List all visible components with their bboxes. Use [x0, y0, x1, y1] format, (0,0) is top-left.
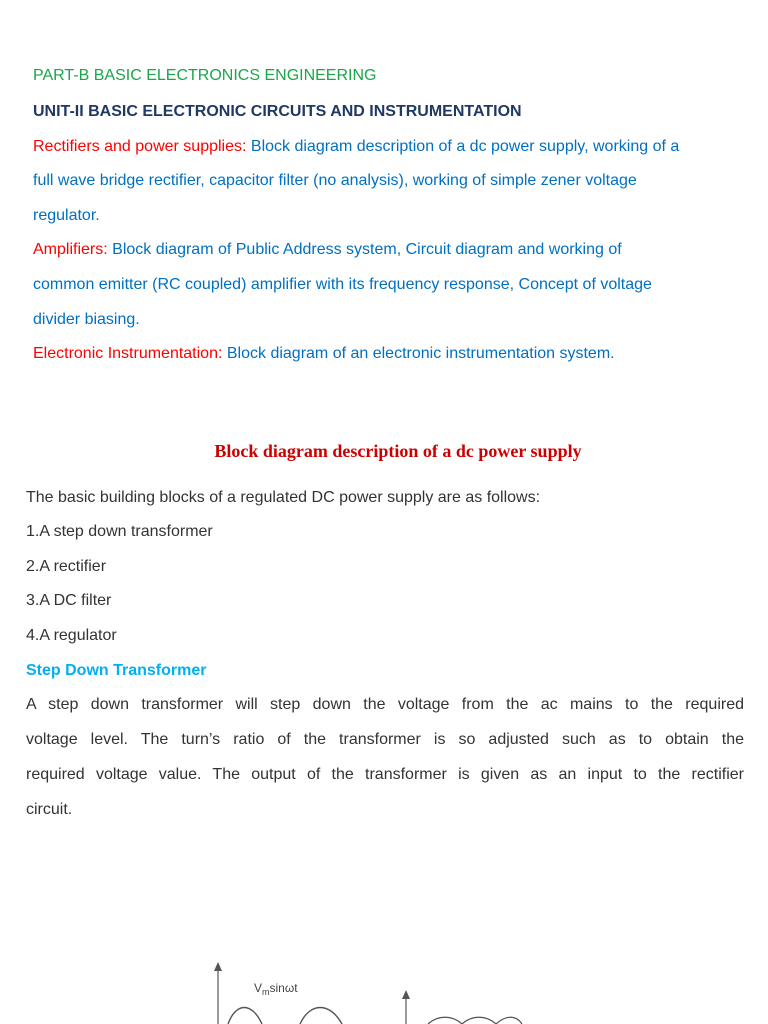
wave-label-rest: sinωt [269, 981, 298, 995]
rectifiers-line-3: regulator. [33, 207, 100, 224]
amplifiers-text: Block diagram of Public Address system, Circuit diagram and working of [112, 241, 622, 258]
paragraph-line: circuit. [26, 801, 73, 818]
rectifiers-line-2: full wave bridge rectifier, capacitor filter (no analysis), working of simple zener voltage [33, 172, 637, 189]
part-heading: PART-B BASIC ELECTRONICS ENGINEERING [33, 67, 377, 84]
rectifiers-line-1 [33, 137, 679, 157]
amplifiers-line-3: divider biasing. [33, 311, 140, 328]
paragraph-line: required voltage value. The output of the transformer is given as an input to the rectifier [26, 766, 744, 783]
sine-wave [228, 1008, 342, 1024]
paragraph-line: A step down transformer will step down the voltage from the ac mains to the required [26, 696, 744, 713]
list-item: 3.A DC filter [26, 592, 112, 609]
y-axis-2-arrow [402, 990, 410, 999]
waveform-figure [200, 955, 540, 1024]
unit-heading: UNIT-II BASIC ELECTRONIC CIRCUITS AND INSTRUMENTATION [33, 103, 522, 120]
wave-label-v: V [254, 981, 263, 995]
instrumentation-line [33, 344, 615, 364]
list-item: 1.A step down transformer [26, 523, 213, 540]
transformer-paragraph [26, 695, 744, 835]
subheading-step-down-transformer: Step Down Transformer [26, 662, 207, 679]
rectified-wave [428, 1017, 522, 1024]
list-item: 2.A rectifier [26, 558, 107, 575]
section-title: Block diagram description of a dc power supply [214, 441, 582, 461]
paragraph-line: voltage level. The turn’s ratio of the transformer is so adjusted such as to obtain the [26, 731, 744, 748]
amplifiers-line-2: common emitter (RC coupled) amplifier with its frequency response, Concept of voltage [33, 276, 652, 293]
rectifiers-label: Rectifiers and power supplies: [33, 138, 247, 155]
y-axis-1-arrow [214, 962, 222, 971]
amplifiers-line-1 [33, 240, 622, 260]
rectifiers-text: Block diagram description of a dc power supply, working of a [250, 138, 680, 155]
wave-label [254, 981, 298, 997]
amplifiers-label: Amplifiers: [33, 241, 108, 258]
intro-text: The basic building blocks of a regulated DC power supply are as follows: [26, 489, 541, 506]
instrumentation-text: Block diagram of an electronic instrumentation system. [226, 345, 615, 362]
list-item: 4.A regulator [26, 627, 117, 644]
wave-label-sub: m [262, 987, 270, 997]
instrumentation-label: Electronic Instrumentation: [33, 345, 223, 362]
